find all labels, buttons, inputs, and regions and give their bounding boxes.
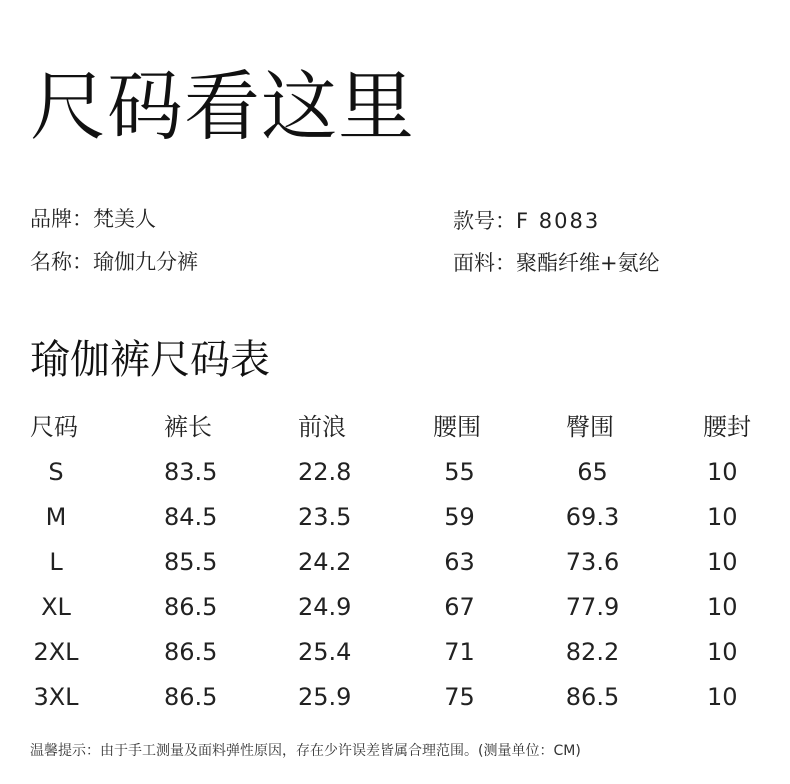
cell-hip: 73.6 [565,548,620,576]
cell-waistband: 10 [707,548,738,576]
cell-waistband: 10 [707,503,738,531]
fabric-info [453,248,660,278]
header-front-rise: 前浪 [298,413,346,441]
cell-size: S [48,458,64,486]
brand-label: 品牌： [30,207,93,231]
cell-front-rise: 24.2 [298,548,352,576]
cell-front-rise: 22.8 [298,458,352,486]
cell-waist: 63 [444,548,475,576]
fabric-value: 聚酯纤维+氨纶 [516,251,660,275]
cell-pants-length: 83.5 [164,458,218,486]
cell-pants-length: 84.5 [164,503,218,531]
cell-size: M [45,503,67,531]
page-title: 尺码看这里 [30,62,415,151]
cell-size: L [49,548,63,576]
cell-front-rise: 23.5 [298,503,352,531]
cell-hip: 77.9 [565,593,620,621]
cell-waist: 75 [444,683,475,711]
cell-waistband: 10 [707,638,738,666]
cell-size: XL [41,593,71,621]
table-row [0,585,790,630]
cell-size: 3XL [33,683,79,711]
cell-waist: 55 [444,458,475,486]
name-label: 名称： [30,250,93,274]
cell-waistband: 10 [707,683,738,711]
cell-hip: 65 [577,458,608,486]
header-pants-length: 裤长 [164,413,212,441]
cell-hip: 69.3 [565,503,620,531]
cell-waistband: 10 [707,593,738,621]
cell-hip: 82.2 [565,638,620,666]
style-label: 款号： [453,209,516,233]
brand-info [30,204,156,234]
cell-pants-length: 86.5 [164,638,218,666]
cell-front-rise: 24.9 [298,593,352,621]
cell-waistband: 10 [707,458,738,486]
cell-waist: 67 [444,593,475,621]
name-info [30,247,198,277]
name-value: 瑜伽九分裤 [93,250,198,274]
style-value: F 8083 [516,209,601,233]
cell-pants-length: 86.5 [164,593,218,621]
style-info [453,206,600,236]
size-table-title: 瑜伽裤尺码表 [30,337,270,383]
table-row [0,540,790,585]
cell-hip: 86.5 [565,683,620,711]
cell-waist: 59 [444,503,475,531]
cell-pants-length: 86.5 [164,683,218,711]
brand-value: 梵美人 [93,207,156,231]
size-table-header-row [0,405,790,450]
cell-size: 2XL [33,638,79,666]
size-table [0,405,790,720]
header-waistband: 腰封 [703,413,751,441]
header-size: 尺码 [30,413,78,441]
table-row [0,675,790,720]
header-waist: 腰围 [433,413,481,441]
cell-pants-length: 85.5 [164,548,218,576]
cell-front-rise: 25.9 [298,683,352,711]
measurement-note: 温馨提示：由于手工测量及面料弹性原因，存在少许误差皆属合理范围。(测量单位：CM) [30,743,581,759]
cell-waist: 71 [444,638,475,666]
table-row [0,630,790,675]
table-row [0,450,790,495]
cell-front-rise: 25.4 [298,638,352,666]
fabric-label: 面料： [453,251,516,275]
table-row [0,495,790,540]
header-hip: 臀围 [566,413,614,441]
